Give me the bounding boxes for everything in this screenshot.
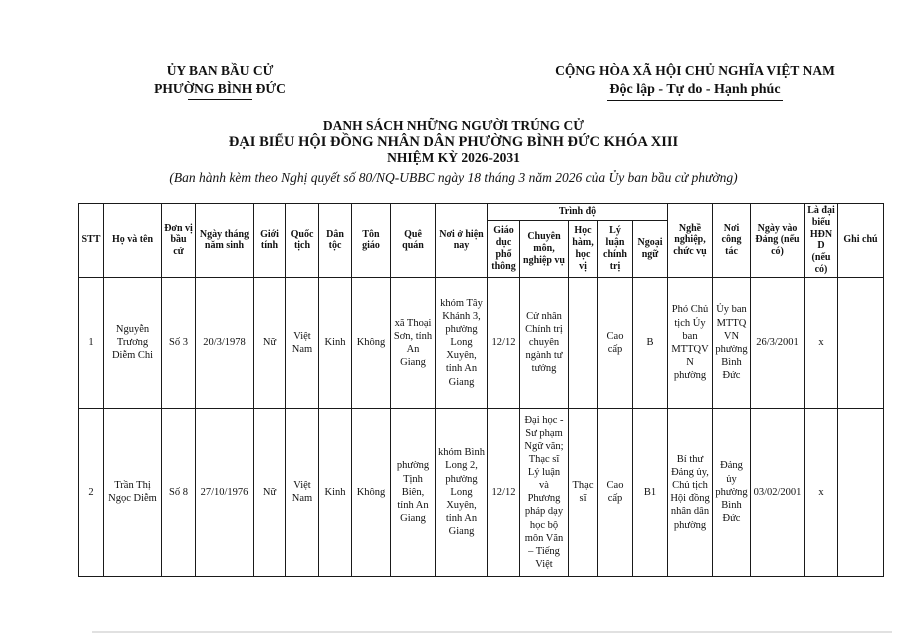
document-title-block <box>0 118 907 186</box>
document-title-line3: NHIỆM KỲ 2026-2031 <box>387 150 520 165</box>
col-header-stt: STT <box>79 204 104 278</box>
table-cell: Số 8 <box>162 408 196 576</box>
table-cell: Thạc sĩ <box>569 408 598 576</box>
table-cell: 20/3/1978 <box>196 277 254 408</box>
col-group-header-qualifications: Trình độ <box>488 204 668 221</box>
table-cell: Phó Chủ tịch Ủy ban MTTQVN phường <box>668 277 713 408</box>
col-header-date-of-birth: Ngày tháng năm sinh <box>196 204 254 278</box>
col-header-professional: Chuyên môn, nghiệp vụ <box>520 220 569 277</box>
col-header-gender: Giới tính <box>254 204 286 278</box>
col-header-ethnicity: Dân tộc <box>319 204 352 278</box>
col-header-full-name: Họ và tên <box>104 204 162 278</box>
document-title-line1: DANH SÁCH NHỮNG NGƯỜI TRÚNG CỬ <box>322 118 585 133</box>
issuer-line2: PHƯỜNG BÌNH ĐỨC <box>154 81 286 96</box>
table-row <box>79 408 884 576</box>
table-cell: 26/3/2001 <box>751 277 805 408</box>
table-cell: Nữ <box>254 408 286 576</box>
table-cell: 12/12 <box>488 408 520 576</box>
table-cell: xã Thoại Sơn, tỉnh An Giang <box>391 277 436 408</box>
table-cell: Cao cấp <box>598 277 633 408</box>
table-cell: Số 3 <box>162 277 196 408</box>
table-cell: 1 <box>79 277 104 408</box>
table-cell: Kinh <box>319 408 352 576</box>
table-cell: x <box>805 408 838 576</box>
table-cell: B <box>633 277 668 408</box>
issuer-block <box>70 62 370 100</box>
table-cell: Ủy ban MTTQ VN phường Bình Đức <box>713 277 751 408</box>
table-cell <box>569 277 598 408</box>
scan-artifact-line <box>92 631 892 633</box>
table-cell: x <box>805 277 838 408</box>
col-header-academic-degree: Học hàm, học vị <box>569 220 598 277</box>
table-cell: Đảng ủy phường Bình Đức <box>713 408 751 576</box>
col-header-occupation: Nghề nghiệp, chức vụ <box>668 204 713 278</box>
table-cell: khóm Bình Long 2, phường Long Xuyên, tỉnh An Giang <box>436 408 488 576</box>
table-cell: 03/02/2001 <box>751 408 805 576</box>
table-cell: Việt Nam <box>286 408 319 576</box>
col-header-foreign-language: Ngoại ngữ <box>633 220 668 277</box>
issuer-underline <box>188 99 252 100</box>
table-cell: Cao cấp <box>598 408 633 576</box>
col-header-native-place: Quê quán <box>391 204 436 278</box>
table-cell: Trần Thị Ngọc Diễm <box>104 408 162 576</box>
col-header-party-join-date: Ngày vào Đảng (nếu có) <box>751 204 805 278</box>
table-cell: 2 <box>79 408 104 576</box>
issuer-line1: ỦY BAN BẦU CỬ <box>166 63 274 78</box>
table-cell: B1 <box>633 408 668 576</box>
col-header-nationality: Quốc tịch <box>286 204 319 278</box>
table-cell: 27/10/1976 <box>196 408 254 576</box>
col-header-council-delegate: Là đại biểu HĐND (nếu có) <box>805 204 838 278</box>
table-cell: 12/12 <box>488 277 520 408</box>
national-motto: Độc lập - Tự do - Hạnh phúc <box>607 81 782 101</box>
table-cell: Không <box>352 408 391 576</box>
col-header-workplace: Nơi công tác <box>713 204 751 278</box>
national-header-block <box>500 62 890 101</box>
document-subtitle: (Ban hành kèm theo Nghị quyết số 80/NQ-UBBC ngày 18 tháng 3 năm 2026 của Ủy ban bầu cử phường) <box>169 170 738 185</box>
table-cell: Không <box>352 277 391 408</box>
col-header-residence: Nơi ở hiện nay <box>436 204 488 278</box>
col-header-notes: Ghi chú <box>838 204 884 278</box>
col-header-electoral-unit: Đơn vị bầu cử <box>162 204 196 278</box>
table-cell <box>838 408 884 576</box>
national-title: CỘNG HÒA XÃ HỘI CHỦ NGHĨA VIỆT NAM <box>555 63 835 78</box>
col-header-general-education: Giáo dục phổ thông <box>488 220 520 277</box>
table-cell: Bí thư Đảng ủy, Chủ tịch Hội đồng nhân dân phường <box>668 408 713 576</box>
col-header-political-theory: Lý luận chính trị <box>598 220 633 277</box>
document-title-line2: ĐẠI BIỂU HỘI ĐỒNG NHÂN DÂN PHƯỜNG BÌNH ĐỨC KHÓA XIII <box>228 134 679 150</box>
col-header-religion: Tôn giáo <box>352 204 391 278</box>
table-cell: Nguyễn Trương Diễm Chi <box>104 277 162 408</box>
table-row <box>79 277 884 408</box>
table-cell <box>838 277 884 408</box>
table-cell: Việt Nam <box>286 277 319 408</box>
results-table <box>78 203 884 577</box>
table-cell: khóm Tây Khánh 3, phường Long Xuyên, tỉnh An Giang <box>436 277 488 408</box>
table-cell: Đại học - Sư phạm Ngữ văn; Thạc sĩ Lý luận và Phương pháp dạy học bộ môn Văn – Tiếng Việt <box>520 408 569 576</box>
table-cell: Cử nhân Chính trị chuyên ngành tư tưởng <box>520 277 569 408</box>
table-cell: phường Tịnh Biên, tỉnh An Giang <box>391 408 436 576</box>
table-cell: Nữ <box>254 277 286 408</box>
table-cell: Kinh <box>319 277 352 408</box>
